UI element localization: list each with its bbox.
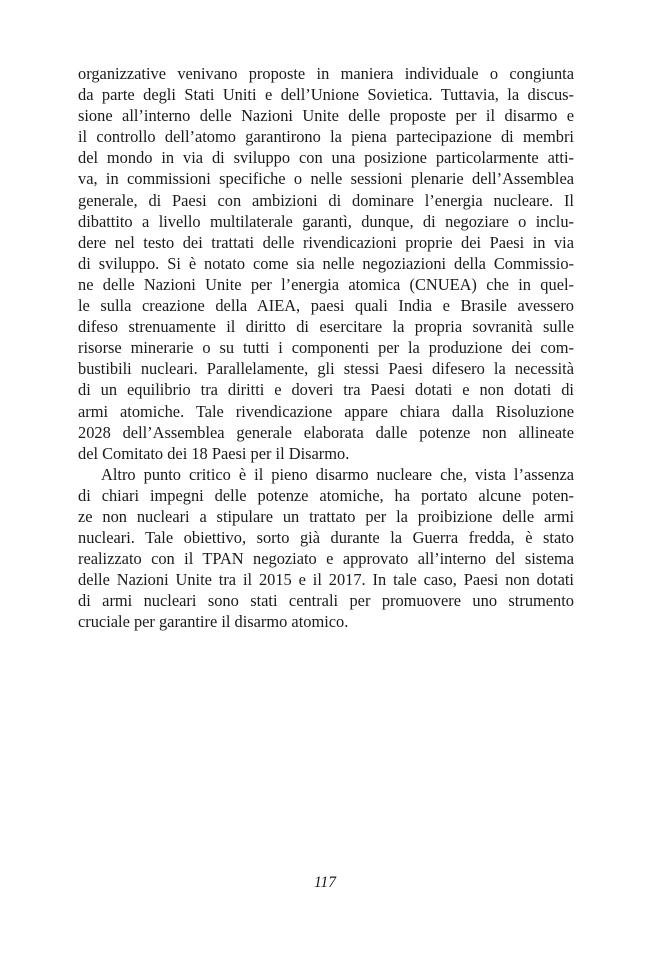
text-line: sione all’interno delle Nazioni Unite delle proposte per il disarmo e: [78, 106, 574, 126]
text-line: del Comitato dei 18 Paesi per il Disarmo.: [78, 443, 350, 463]
text-line: ze non nucleari a stipulare un trattato per la proibizione delle armi: [78, 506, 574, 526]
text-line: di armi nucleari sono stati centrali per promuovere uno strumento: [78, 591, 574, 611]
text-line: bustibili nucleari. Parallelamente, gli stessi Paesi difesero la necessità: [78, 359, 574, 379]
text-line: nucleari. Tale obiettivo, sorto già durante la Guerra fredda, è stato: [78, 528, 574, 548]
text-line: dibattito a livello multilaterale garantì, dunque, di negoziare o inclu-: [78, 211, 574, 231]
text-line: cruciale per garantire il disarmo atomico.: [78, 612, 349, 632]
text-line: il controllo dell’atomo garantirono la piena partecipazione di membri: [78, 127, 574, 147]
text-line: di sviluppo. Si è notato come sia nelle negoziazioni della Commissio-: [78, 253, 574, 273]
text-line: risorse minerarie o su tutti i componenti per la produzione dei com-: [78, 338, 574, 358]
text-line: organizzative venivano proposte in maniera individuale o congiunta: [78, 64, 574, 83]
text-line: Altro punto critico è il pieno disarmo nucleare che, vista l’assenza: [101, 464, 574, 484]
text-line: va, in commissioni specifiche o nelle sessioni plenarie dell’Assemblea: [78, 169, 574, 189]
text-line: generale, di Paesi con ambizioni di dominare l’energia nucleare. Il: [78, 190, 574, 210]
text-line: da parte degli Stati Uniti e dell’Unione Sovietica. Tuttavia, la discus-: [78, 85, 574, 105]
page-body: [78, 63, 574, 633]
paragraph-2: [78, 464, 574, 633]
text-line: di un equilibrio tra diritti e doveri tra Paesi dotati e non dotati di: [78, 380, 574, 400]
text-line: dere nel testo dei trattati delle rivendicazioni proprie dei Paesi in via: [78, 232, 574, 252]
text-line: 2028 dell’Assemblea generale elaborata dalle potenze non allineate: [78, 422, 574, 442]
paragraph-1: [78, 63, 574, 464]
text-line: le sulla creazione della AIEA, paesi quali India e Brasile avessero: [78, 296, 574, 316]
text-line: ne delle Nazioni Unite per l’energia atomica (CNUEA) che in quel-: [78, 274, 574, 294]
text-line: armi atomiche. Tale rivendicazione appare chiara dalla Risoluzione: [78, 401, 574, 421]
text-line: delle Nazioni Unite tra il 2015 e il 2017. In tale caso, Paesi non dotati: [78, 570, 574, 590]
text-line: realizzato con il TPAN negoziato e approvato all’interno del sistema: [78, 549, 574, 569]
text-line: difeso strenuamente il diritto di esercitare la propria sovranità sulle: [78, 317, 574, 337]
text-line: del mondo in via di sviluppo con una posizione particolarmente atti-: [78, 148, 574, 168]
page-number: 117: [313, 874, 337, 891]
text-line: di chiari impegni delle potenze atomiche, ha portato alcune poten-: [78, 485, 574, 505]
